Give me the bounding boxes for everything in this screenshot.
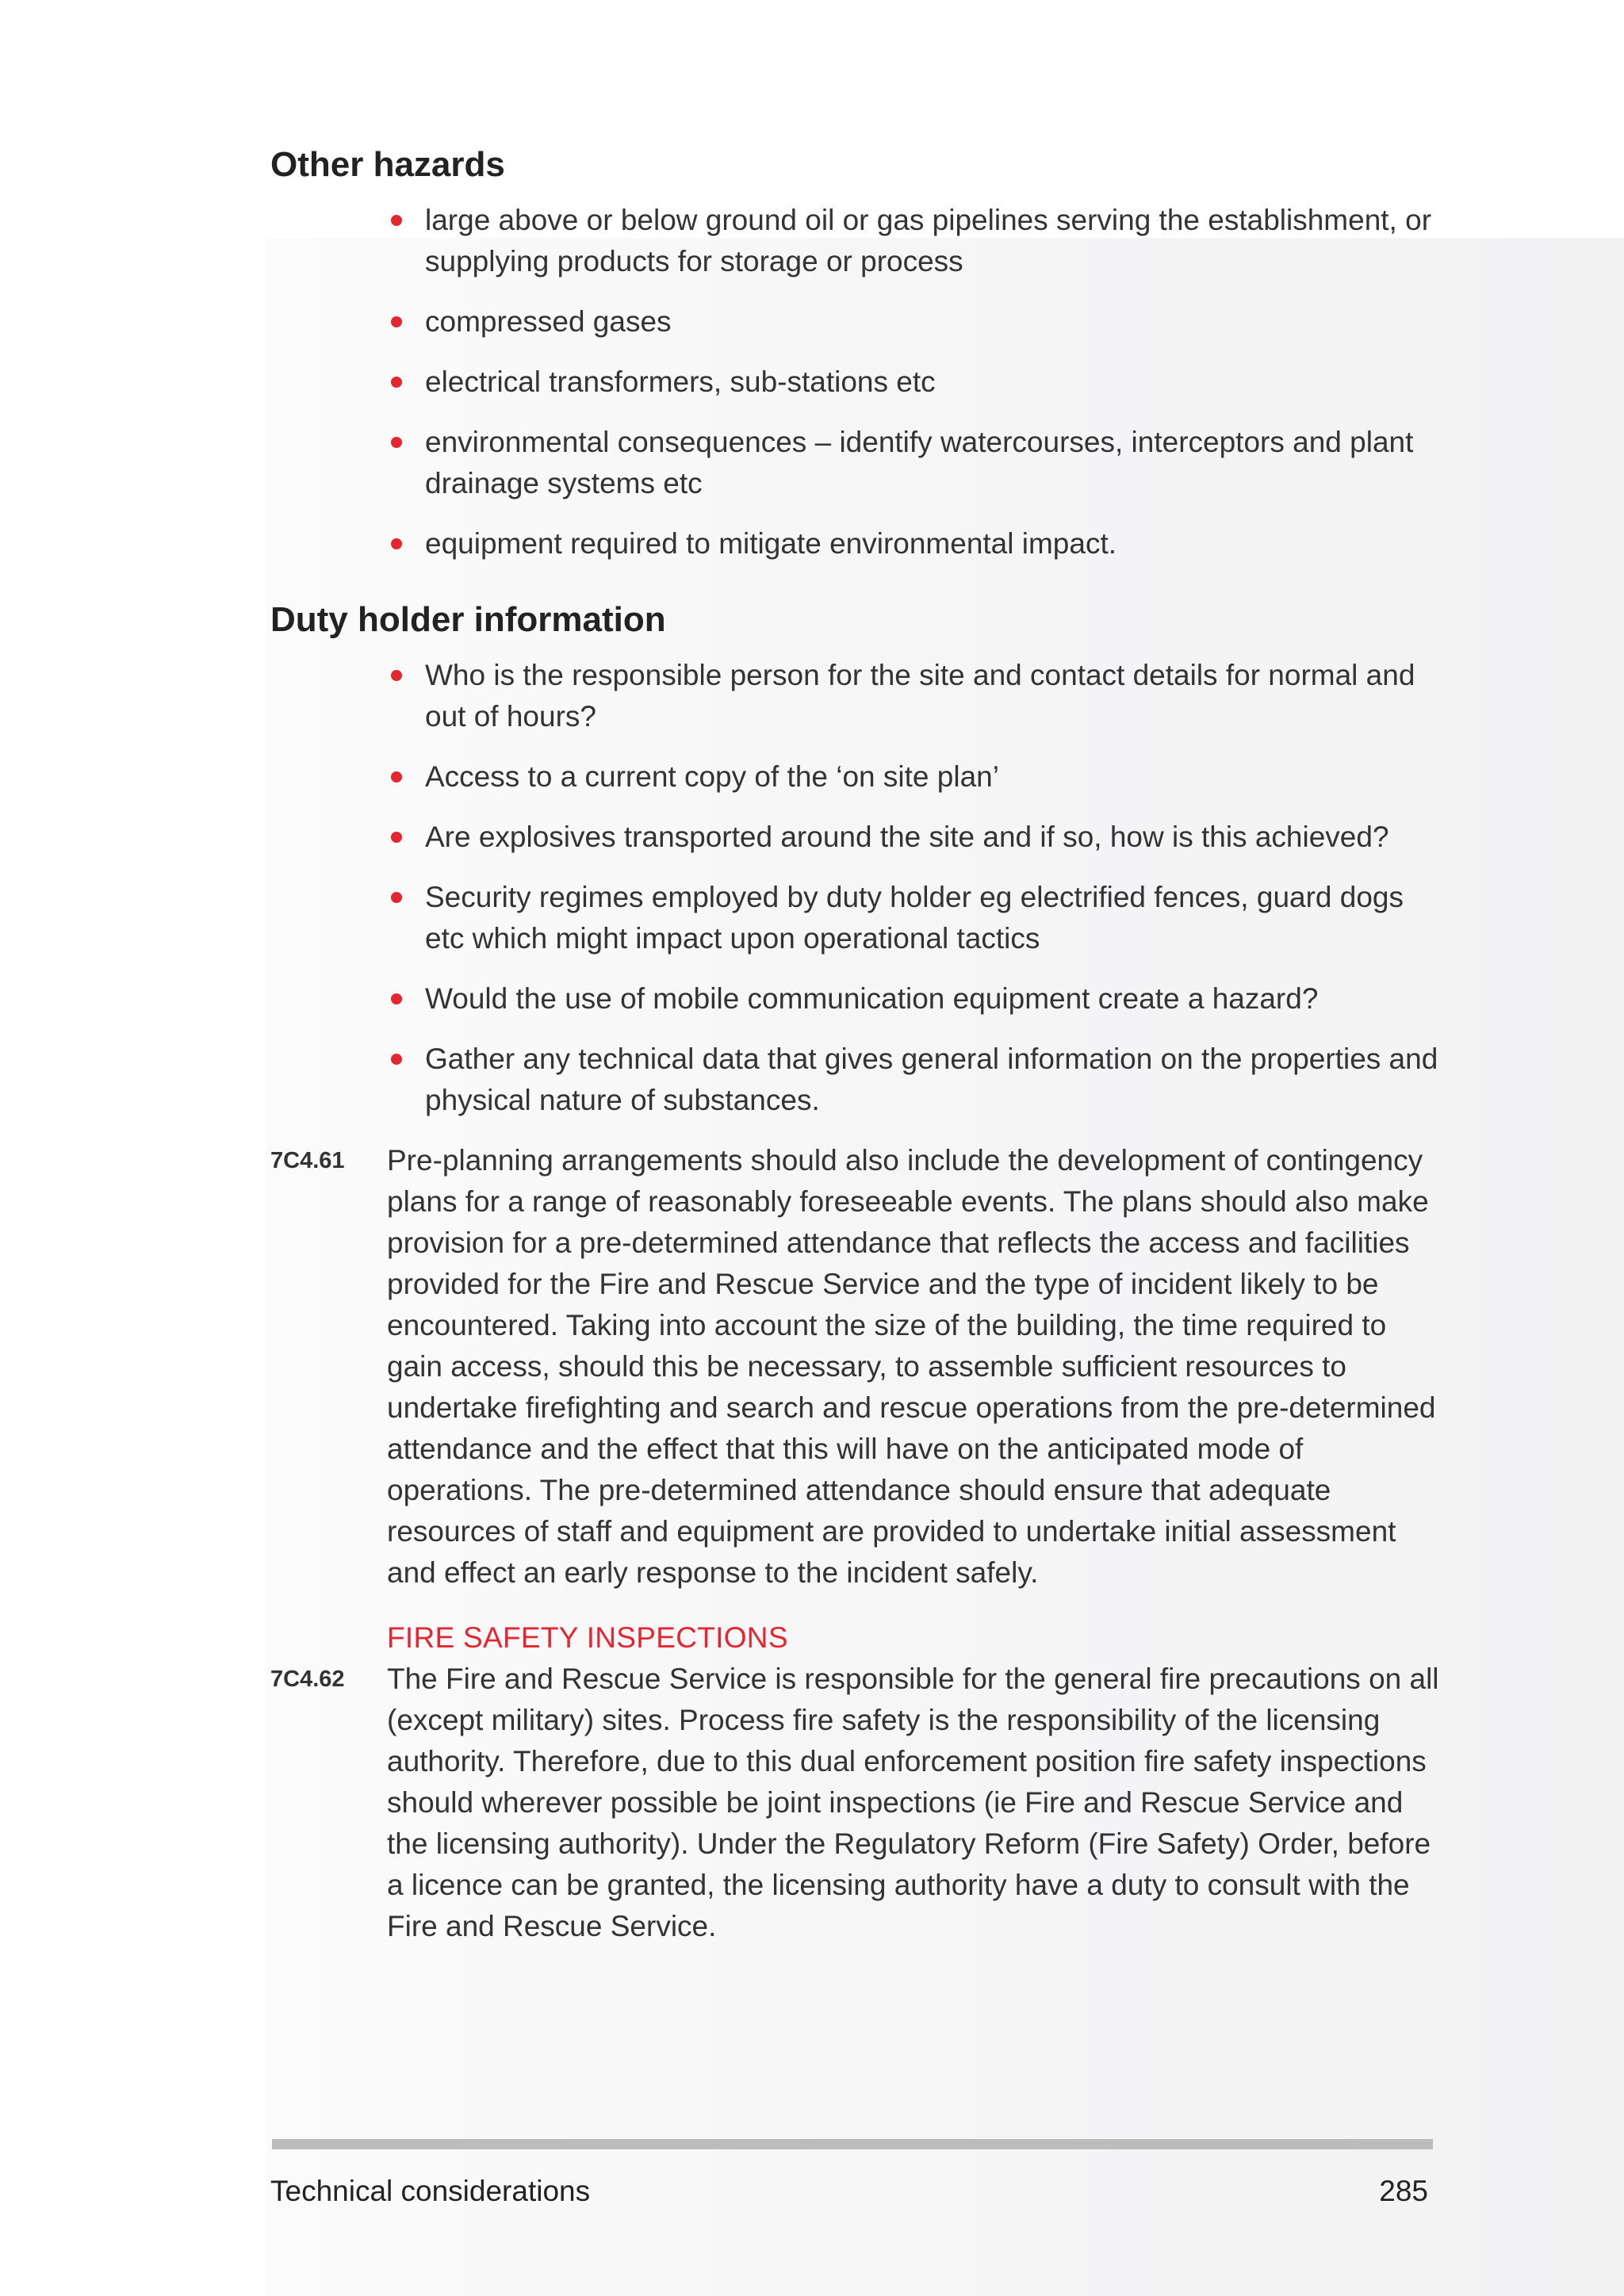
paragraph-7c4-62 <box>270 1659 1444 1947</box>
bullet-dot-icon <box>391 670 402 681</box>
paragraph-text: The Fire and Rescue Service is responsible for the general fire precautions on all (except military) sites. Process fire safety is the responsibility of the licensing authority. Therefore, due to this dual enforcement position fire safety inspections should wherever possible be joint inspections (ie Fire and Rescue Service and the licensing authority). Under the Regulatory Reform (Fire Safety) Order, before a licence can be granted, the licensing authority have a duty to consult with the Fire and Rescue Service. <box>387 1663 1439 1942</box>
bullet-dot-icon <box>391 316 402 327</box>
list-item: Access to a current copy of the ‘on site plan’ <box>425 756 1444 798</box>
paragraph-7c4-61 <box>270 1140 1444 1594</box>
bullet-dot-icon <box>391 832 402 843</box>
bullet-dot-icon <box>391 892 402 903</box>
list-item: compressed gases <box>425 301 1444 342</box>
other-hazards-list <box>270 200 1444 564</box>
list-item: Gather any technical data that gives general information on the properties and physical nature of substances. <box>425 1039 1444 1121</box>
bullet-dot-icon <box>391 215 402 226</box>
bullet-dot-icon <box>391 377 402 388</box>
bullet-dot-icon <box>391 437 402 448</box>
paragraph-text: Pre-planning arrangements should also include the development of contingency plans for a range of reasonably foreseeable events. The plans should also make provision for a pre-determined attendance that reflects the access and facilities provided for the Fire and Rescue Service and the type of incident likely to be encountered. Taking into account the size of the building, the time required to gain access, should this be necessary, to assemble sufficient resources to undertake firefighting and search and rescue operations from the pre-determined attendance and the effect that this will have on the anticipated mode of operations. The pre-determined attendance should ensure that adequate resources of staff and equipment are provided to undertake initial assessment and effect an early response to the incident safely. <box>387 1144 1436 1589</box>
bullet-dot-icon <box>391 538 402 549</box>
duty-holder-list <box>270 655 1444 1121</box>
bullet-dot-icon <box>391 771 402 783</box>
list-item: electrical transformers, sub-stations etc <box>425 362 1444 403</box>
paragraph-number: 7C4.62 <box>270 1667 345 1692</box>
list-item: Would the use of mobile communication equipment create a hazard? <box>425 978 1444 1020</box>
bullet-dot-icon <box>391 1054 402 1065</box>
other-hazards-heading: Other hazards <box>270 145 505 184</box>
fire-safety-inspections-heading: FIRE SAFETY INSPECTIONS <box>387 1621 788 1654</box>
list-item: large above or below ground oil or gas pipelines serving the establishment, or supplying products for storage or process <box>425 200 1444 282</box>
page-content <box>270 143 1444 1947</box>
list-item: equipment required to mitigate environmental impact. <box>425 523 1444 564</box>
list-item: environmental consequences – identify watercourses, interceptors and plant drainage systems etc <box>425 422 1444 504</box>
paragraph-number: 7C4.61 <box>270 1148 345 1173</box>
bullet-dot-icon <box>391 993 402 1004</box>
footer-rule <box>272 2139 1433 2149</box>
duty-holder-heading: Duty holder information <box>270 600 666 639</box>
page-number: 285 <box>1379 2175 1428 2207</box>
list-item: Are explosives transported around the site and if so, how is this achieved? <box>425 817 1444 858</box>
list-item: Who is the responsible person for the site and contact details for normal and out of hours? <box>425 655 1444 737</box>
list-item: Security regimes employed by duty holder eg electrified fences, guard dogs etc which might impact upon operational tactics <box>425 877 1444 959</box>
footer-title: Technical considerations <box>270 2175 591 2207</box>
